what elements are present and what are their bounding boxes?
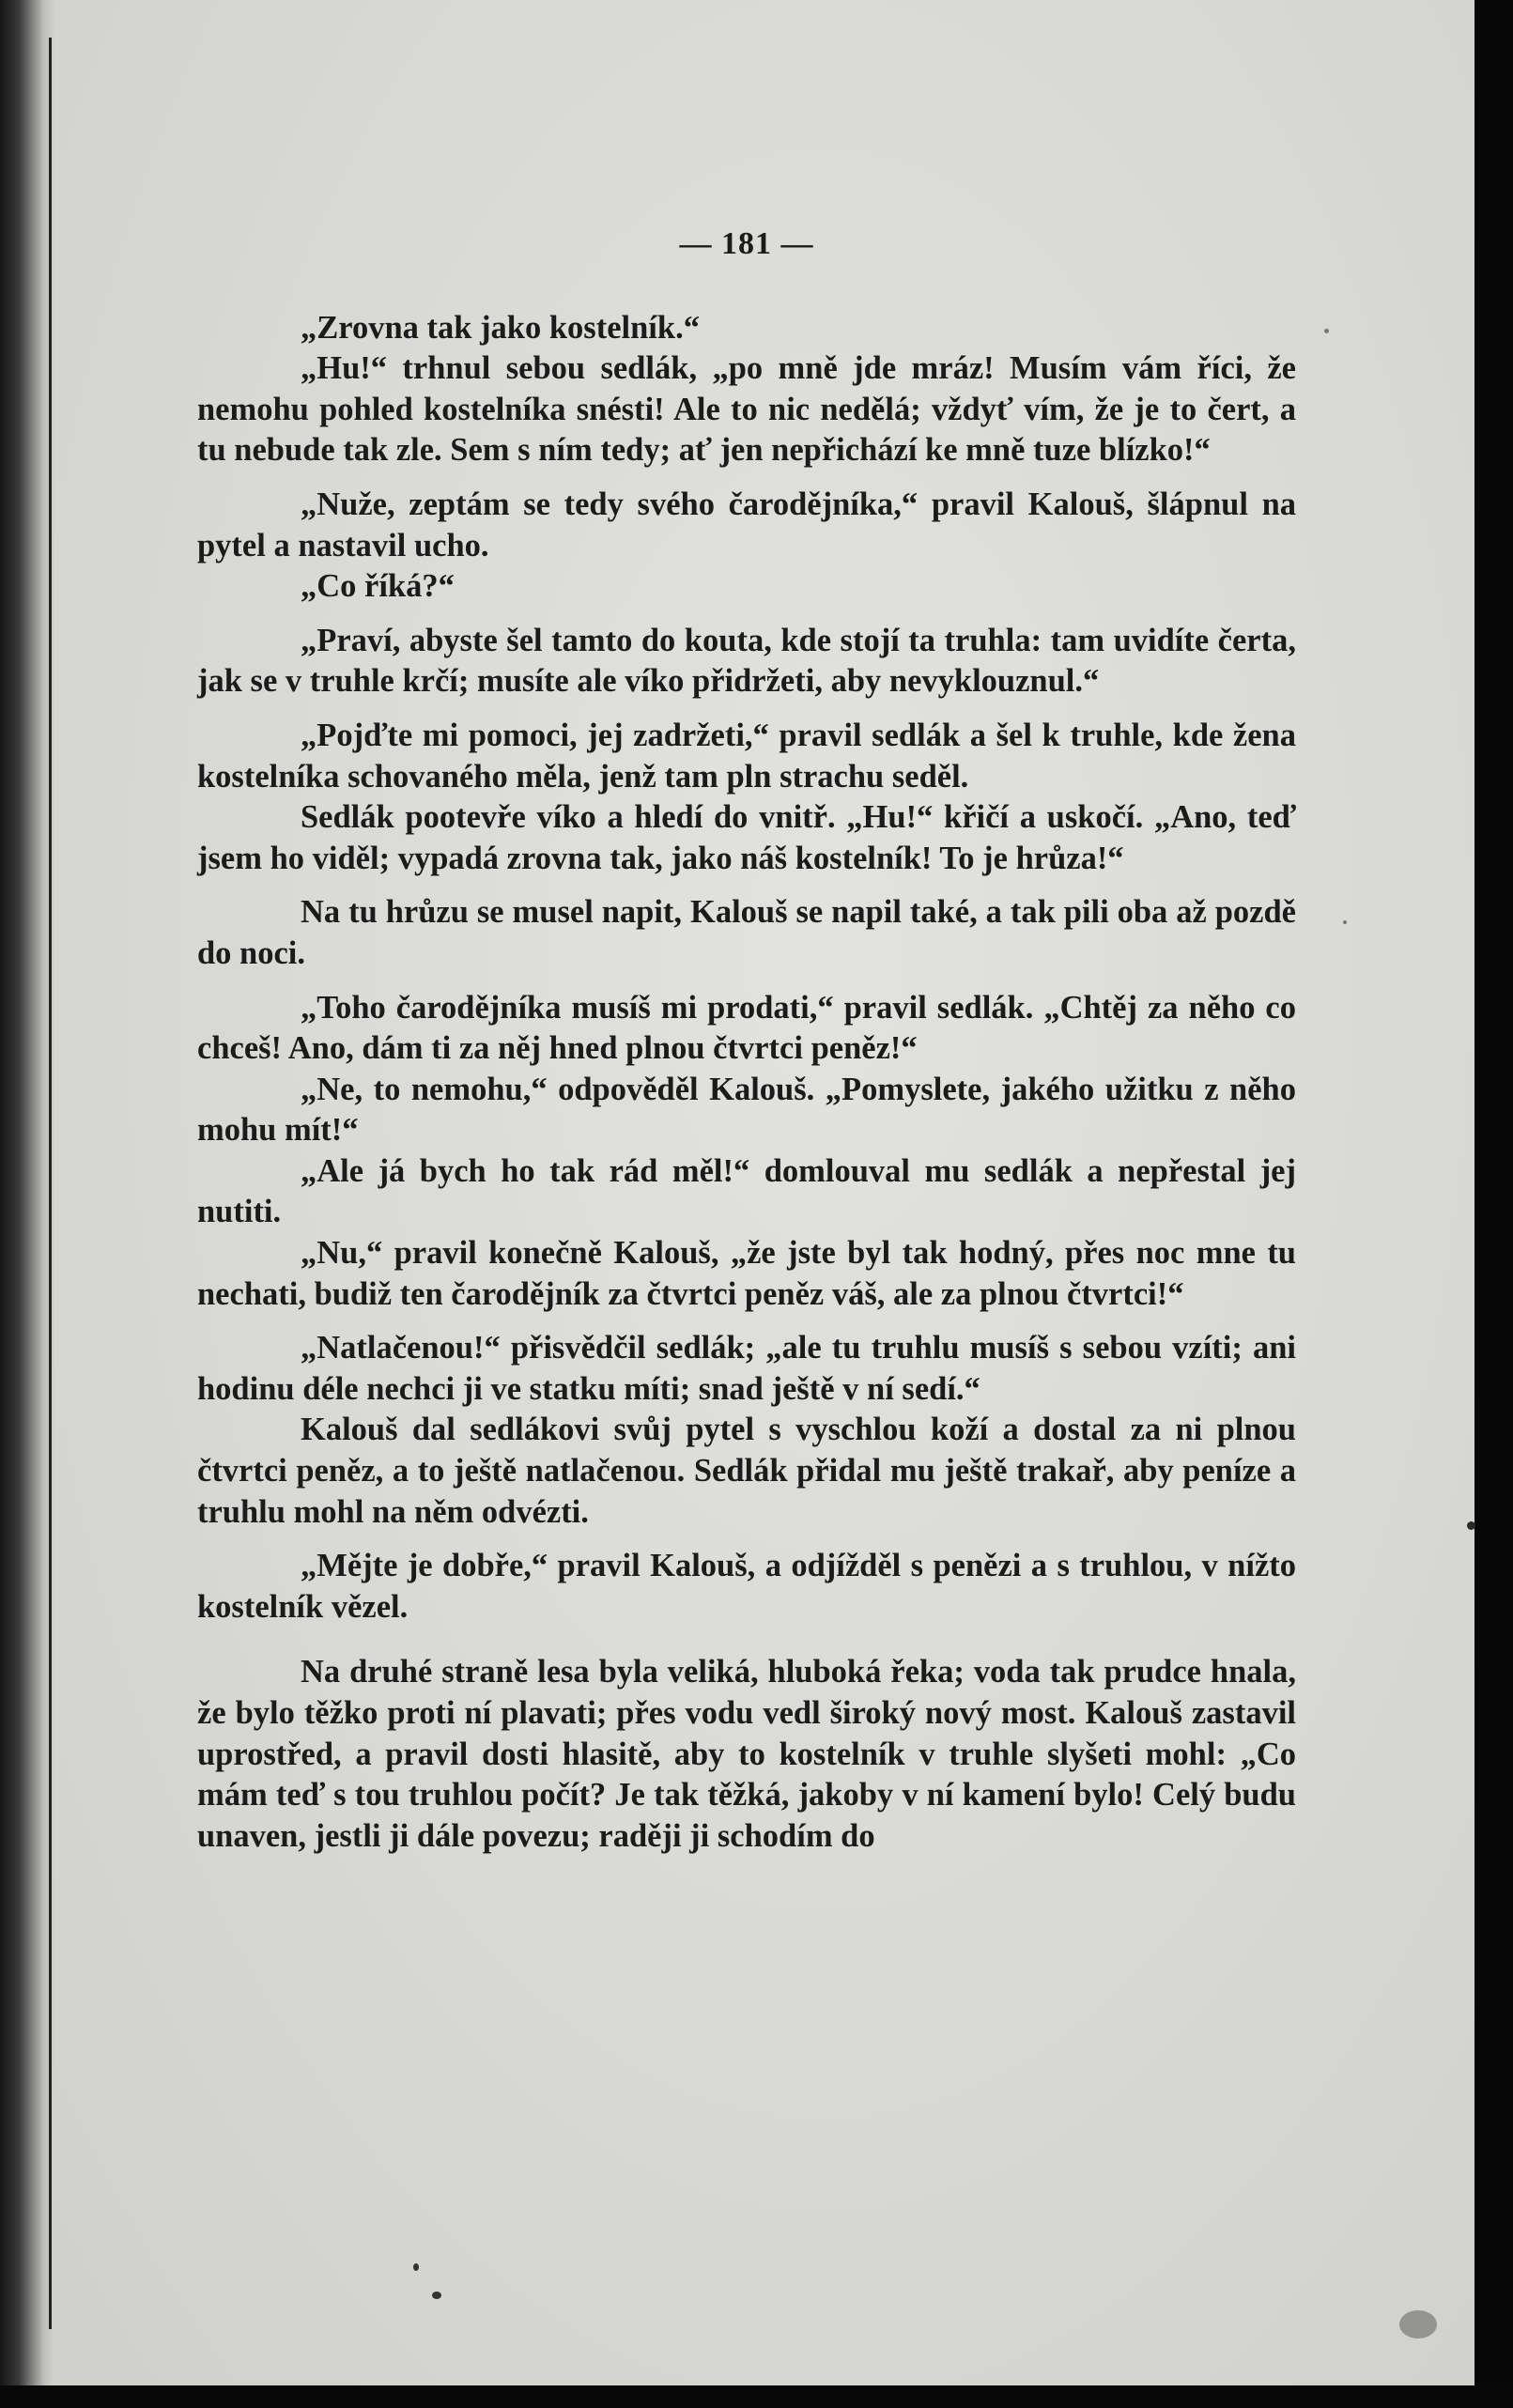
paragraph: „Natlačenou!“ přisvědčil sedlák; „ale tu truhlu musíš s sebou vzíti; ani hodinu déle nechci ji ve statku míti; snad ještě v ní sedí.“ bbox=[197, 1330, 1296, 1407]
smudge bbox=[1399, 2310, 1437, 2339]
page-text bbox=[197, 224, 1296, 1857]
paragraph: Kalouš dal sedlákovi svůj pytel s vyschlou koží a dostal za ni plnou čtvrtci peněz, a to ještě natlačenou. Sedlák přidal mu ještě trakař, aby peníze a truhlu mohl na něm odvézti. bbox=[197, 1412, 1296, 1530]
page-number: — 181 — bbox=[679, 226, 814, 261]
paragraph: „Praví, abyste šel tamto do kouta, kde stojí ta truhla: tam uvidíte čerta, jak se v truhle krčí; musíte ale víko přidržeti, aby nevyklouznul.“ bbox=[197, 622, 1296, 700]
dust-speck bbox=[1343, 920, 1347, 924]
paragraph: „Nuže, zeptám se tedy svého čarodějníka,“ pravil Kalouš, šlápnul na pytel a nastavil ucho. bbox=[197, 486, 1296, 563]
paragraph: „Co říká?“ bbox=[301, 568, 455, 605]
paragraph: Na tu hrůzu se musel napit, Kalouš se napil také, a tak pili oba až pozdě do noci. bbox=[197, 894, 1296, 971]
paragraph: „Hu!“ trhnul sebou sedlák, „po mně jde mráz! Musím vám říci, že nemohu pohled kostelníka snésti! Ale to nic nedělá; vždyť vím, že je to čert, a tu nebude tak zle. Sem s ním tedy; ať jen nepřichází ke mně tuze blízko!“ bbox=[197, 350, 1296, 469]
paragraph: „Mějte je dobře,“ pravil Kalouš, a odjížděl s penězi a s truhlou, v nížto kostelník vězel. bbox=[197, 1548, 1296, 1625]
paragraph: „Toho čarodějníka musíš mi prodati,“ pravil sedlák. „Chtěj za něho co chceš! Ano, dám ti za něj hned plnou čtvrtci peněz!“ bbox=[197, 989, 1296, 1067]
bottom-dark-border bbox=[0, 2385, 1513, 2408]
paragraph: „Ale já bych ho tak rád měl!“ domlouval mu sedlák a nepřestal jej nutiti. bbox=[197, 1152, 1296, 1230]
paragraph: Sedlák pootevře víko a hledí do vnitř. „Hu!“ křičí a uskočí. „Ano, teď jsem ho viděl; vypadá zrovna tak, jako náš kostelník! To je hrůza!“ bbox=[197, 799, 1296, 876]
dust-speck bbox=[413, 2263, 419, 2271]
dust-speck bbox=[1324, 329, 1329, 333]
paragraph: „Pojďte mi pomoci, jej zadržeti,“ pravil sedlák a šel k truhle, kde žena kostelníka schovaného měla, jenž tam pln strachu seděl. bbox=[197, 717, 1296, 795]
paragraph: „Nu,“ pravil konečně Kalouš, „že jste byl tak hodný, přes noc mne tu nechati, budiž ten čarodějník za čtvrtci peněz váš, ale za plnou čtvrtci!“ bbox=[197, 1235, 1296, 1312]
paragraph: „Zrovna tak jako kostelník.“ bbox=[301, 309, 700, 346]
gutter-line bbox=[49, 38, 52, 2329]
book-gutter-edge bbox=[0, 0, 54, 2385]
paragraph: Na druhé straně lesa byla veliká, hluboká řeka; voda tak prudce hnala, že bylo těžko proti ní plavati; přes vodu vedl široký nový most. Kalouš zastavil uprostřed, a pravil dosti hlasitě, aby to kostelník v truhle slyšeti mohl: „Co mám teď s tou truhlou počít? Je tak těžká, jakoby v ní kamení bylo! Celý budu unaven, jestli ji dále povezu; raději ji schodím do bbox=[197, 1654, 1296, 1854]
right-dark-border bbox=[1474, 0, 1513, 2408]
dust-speck bbox=[432, 2292, 441, 2299]
paragraph: „Ne, to nemohu,“ odpověděl Kalouš. „Pomyslete, jakého užitku z něho mohu mít!“ bbox=[197, 1071, 1296, 1149]
dust-speck bbox=[1467, 1521, 1475, 1530]
